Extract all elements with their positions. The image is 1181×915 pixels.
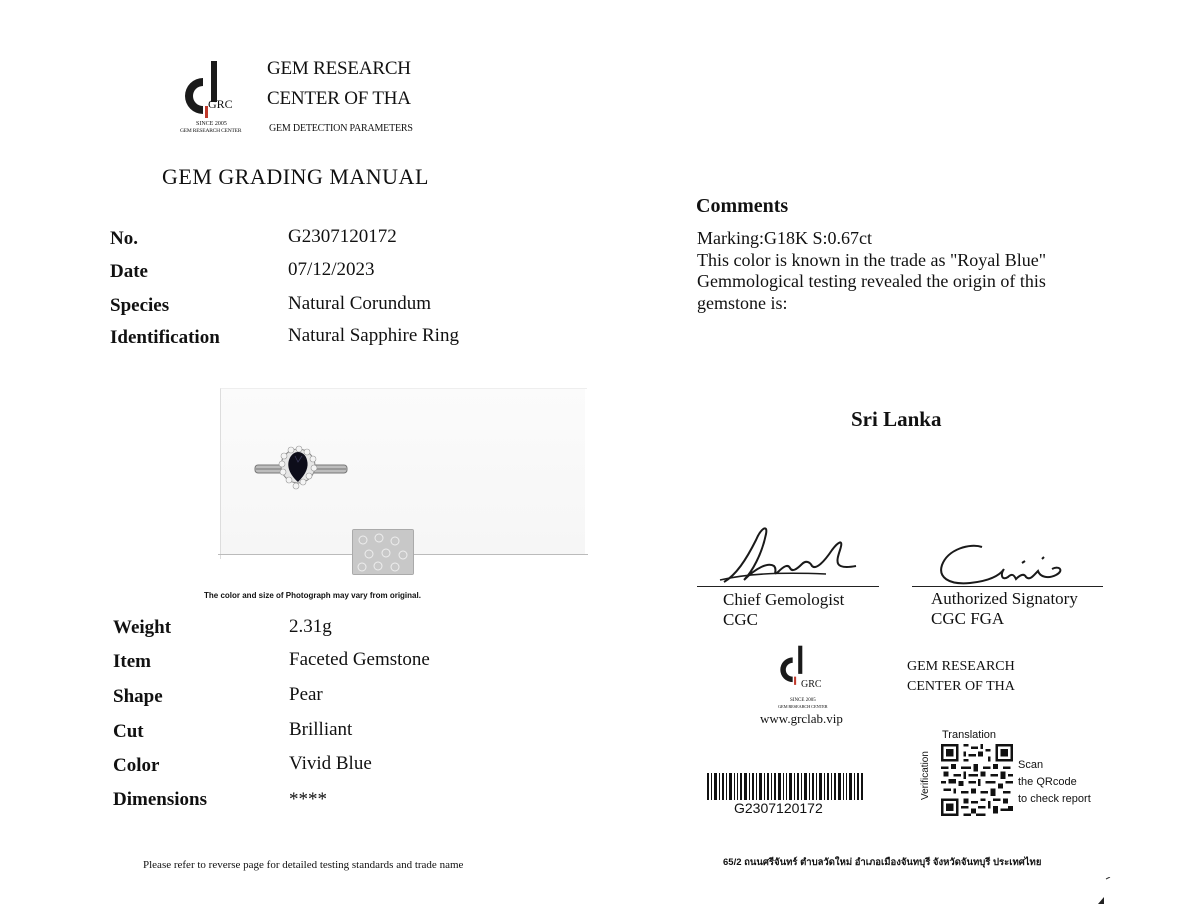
signatory-title: Authorized Signatory <box>931 589 1078 608</box>
field-label: Species <box>110 295 170 316</box>
comment-line: This color is known in the trade as "Royal Blue" <box>697 249 1047 270</box>
hologram-seal <box>352 529 414 575</box>
field-value: **** <box>289 789 327 810</box>
signatory-title: Chief Gemologist <box>723 590 845 609</box>
signatory-org: CGC FGA <box>931 609 1005 628</box>
comments-body <box>697 228 1046 314</box>
website[interactable]: www.grclab.vip <box>760 711 843 726</box>
signatory-org: CGC <box>723 610 758 629</box>
field-label: Color <box>113 755 160 776</box>
org-name-line2: CENTER OF THA <box>267 88 411 109</box>
field-value: Natural Sapphire Ring <box>288 325 459 346</box>
field-value: G2307120172 <box>288 226 397 247</box>
logo-since: SINCE 2005 <box>196 121 227 127</box>
qr-instruction-line: the QRcode <box>1018 776 1077 788</box>
doc-title: GEM GRADING MANUAL <box>162 164 429 189</box>
org-name-line1: GEM RESEARCH <box>267 58 411 79</box>
qr-side-label: Verification <box>920 751 931 800</box>
field-label: Shape <box>113 686 163 707</box>
field-value: Faceted Gemstone <box>289 649 430 670</box>
field-value: 07/12/2023 <box>288 259 375 280</box>
qr-instruction-line: Scan <box>1018 759 1044 771</box>
footer-note: Please refer to reverse page for detailed testing standards and trade name <box>143 859 464 871</box>
logo-small-since: SINCE 2005 <box>790 698 816 703</box>
logo-abbr: GRC <box>208 97 233 111</box>
field-label: Date <box>110 261 148 282</box>
signature-chief-gemologist-icon <box>716 520 866 590</box>
org-line: CENTER OF THA <box>907 679 1015 694</box>
address: 65/2 ถนนศรีจันทร์ ตำบลวัดใหม่ อำเภอเมืองจันทบุรี จังหวัดจันทบุรี ประเทศไทย <box>723 857 1042 868</box>
field-label: Item <box>113 651 151 672</box>
barcode-icon <box>707 773 863 800</box>
grc-logo-small-icon <box>778 645 828 700</box>
org-name-small <box>907 657 1015 697</box>
field-value: Vivid Blue <box>289 753 372 774</box>
field-label: Weight <box>113 617 172 638</box>
field-label: Identification <box>110 327 220 348</box>
hologram-icon <box>353 530 413 574</box>
grc-logo-small <box>778 645 828 700</box>
field-value: Brilliant <box>289 719 353 740</box>
qr-instructions <box>1018 757 1091 808</box>
barcode-number: G2307120172 <box>734 800 823 816</box>
photo-caption: The color and size of Photograph may vary from original. <box>204 591 421 600</box>
logo-center-name: GEM RESEARCH CENTER <box>180 128 242 134</box>
subtitle: GEM DETECTION PARAMETERS <box>269 123 413 134</box>
field-value: Natural Corundum <box>288 293 432 314</box>
field-label: Dimensions <box>113 789 207 810</box>
corner-mark-icon <box>1096 877 1112 905</box>
field-value: 2.31g <box>289 616 332 637</box>
comment-line: Marking:G18K S:0.67ct <box>697 228 872 248</box>
signature-authorized-icon <box>930 535 1080 590</box>
field-label: Cut <box>113 721 144 742</box>
comment-line: Gemmological testing revealed the origin of this <box>697 271 1046 291</box>
org-line: GEM RESEARCH <box>907 659 1015 674</box>
comment-line: gemstone is: <box>697 292 788 313</box>
qr-instruction-line: to check report <box>1018 793 1091 805</box>
ring-image-icon <box>251 444 351 494</box>
signature-block-chief <box>723 590 844 630</box>
field-value: Pear <box>289 684 323 705</box>
logo-small-abbr: GRC <box>801 679 822 690</box>
signature-block-authorized <box>931 589 1078 629</box>
qr-code-icon[interactable] <box>941 744 1013 816</box>
comments-heading: Comments <box>696 195 789 217</box>
origin-result: Sri Lanka <box>851 407 942 431</box>
field-label: No. <box>110 228 138 249</box>
qr-top-label: Translation <box>942 729 997 741</box>
logo-small-center: GEM RESEARCH CENTER <box>778 704 828 709</box>
